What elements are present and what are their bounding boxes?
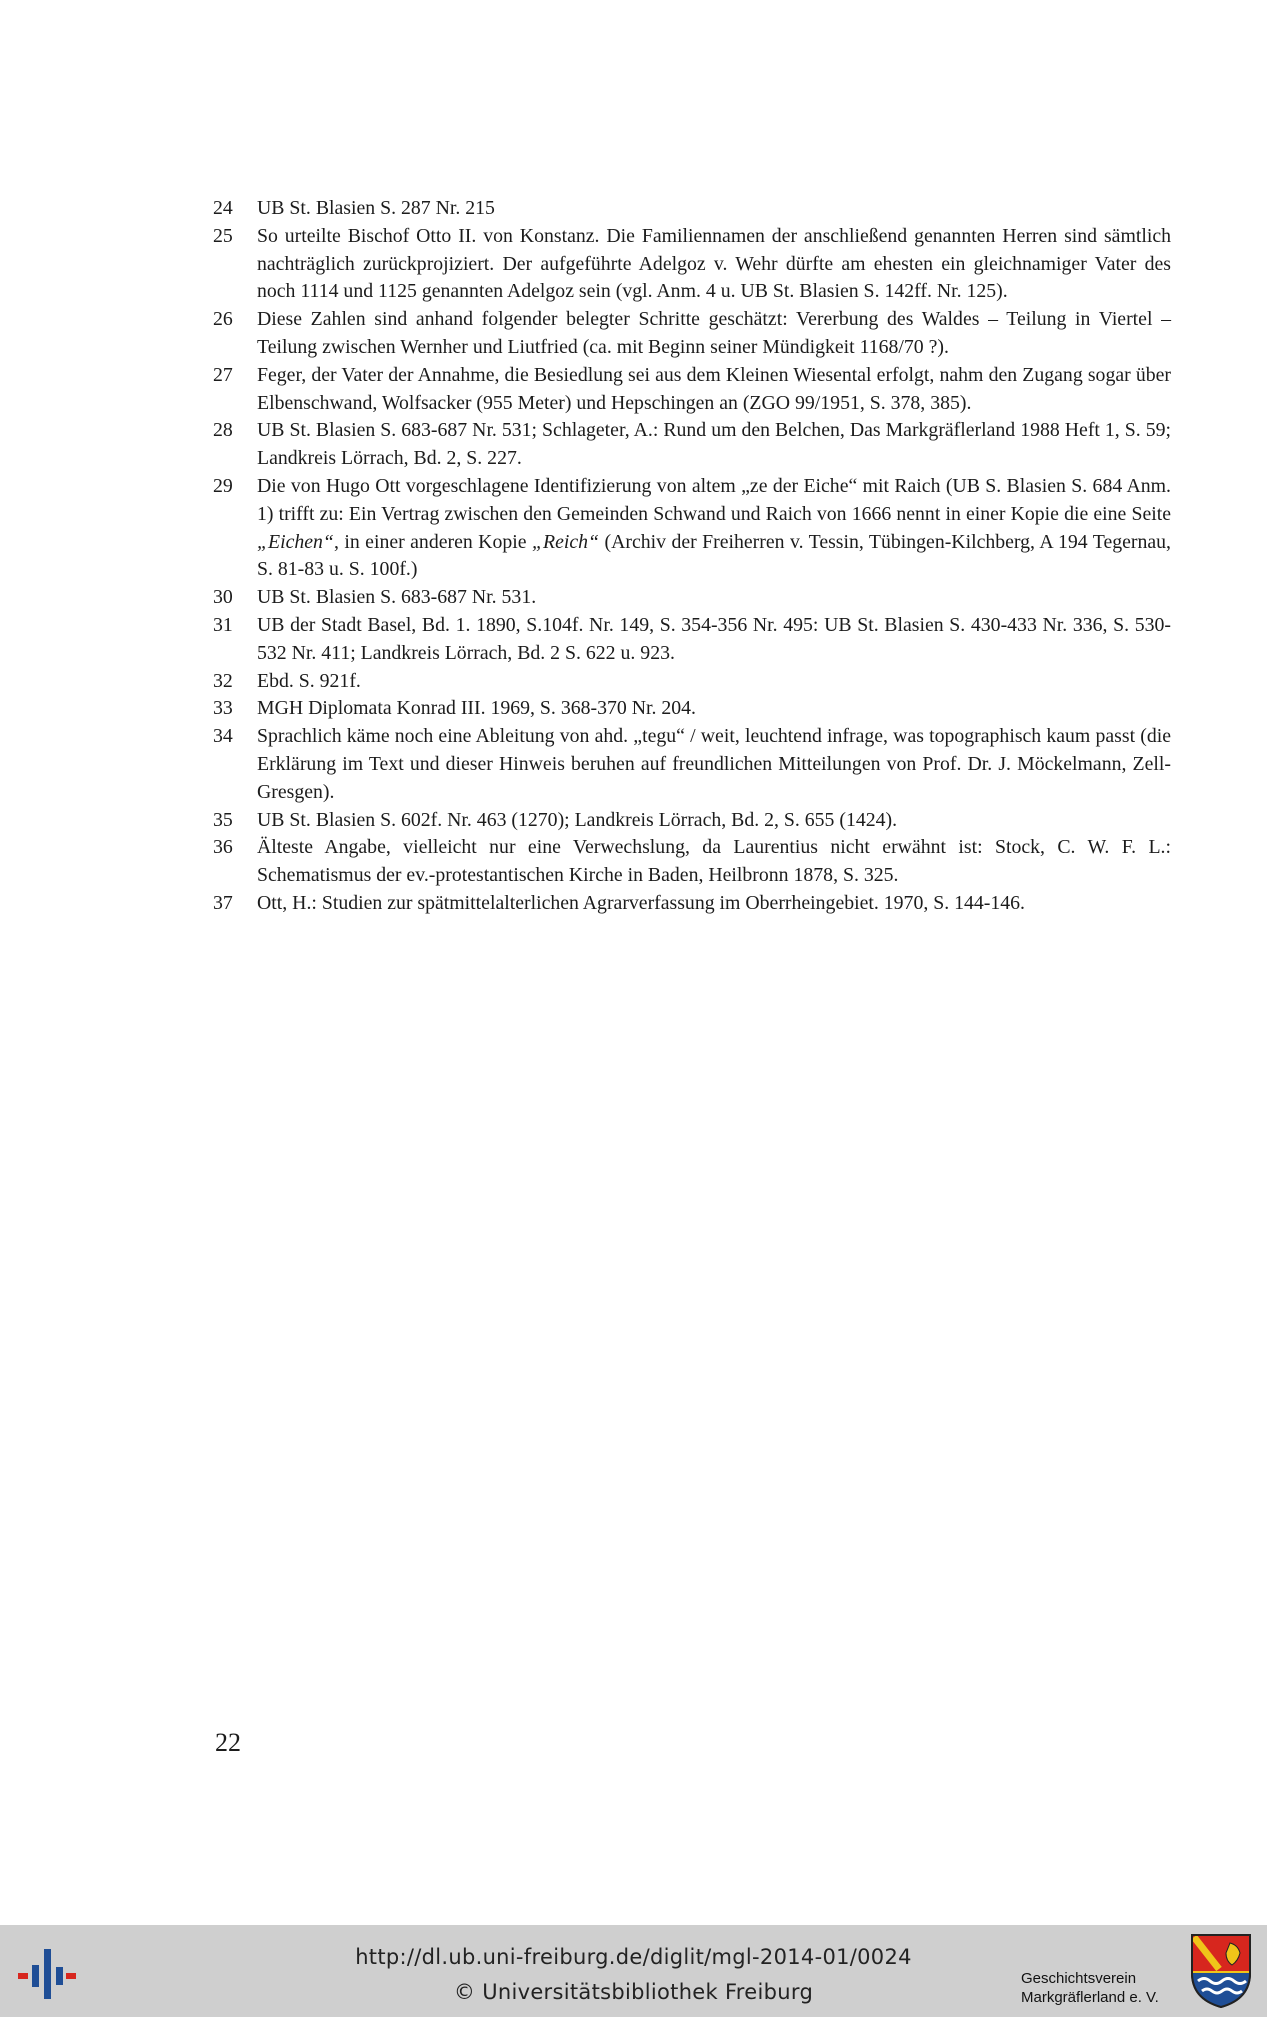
footnote-text-part: , in einer anderen Kopie xyxy=(333,530,532,553)
footnote-36 xyxy=(213,834,1171,890)
footer-copyright: © Universitätsbibliothek Freiburg xyxy=(453,1980,814,2004)
footnote-number: 29 xyxy=(213,474,233,497)
footnote-29 xyxy=(213,473,1171,584)
footnote-text: MGH Diplomata Konrad III. 1969, S. 368-370 Nr. 204. xyxy=(257,697,696,720)
footnote-number: 27 xyxy=(213,363,233,386)
footnote-number: 30 xyxy=(213,586,233,609)
footnote-text: UB der Stadt Basel, Bd. 1. 1890, S.104f. Nr. 149, S. 354-356 Nr. 495: UB St. Blasien S. 430-433 Nr. 336, S. 530-532 Nr. 411; Landkreis Lörrach, Bd. 2 S. 622 u. 923. xyxy=(257,613,1171,664)
footnote-text: UB St. Blasien S. 683-687 Nr. 531. xyxy=(257,586,537,609)
footnote-text-part: Die von Hugo Ott vorgeschlagene Identifizierung von altem „ze der Eiche“ mit Raich (UB S. Blasien S. 684 Anm. 1) trifft zu: Ein Vertrag zwischen den Gemeinden Schwand und Raich von 1666 nennt in einer Kopie die eine Seite xyxy=(257,474,1171,525)
footnote-number: 24 xyxy=(213,197,233,219)
footnote-italic-reich: „Reich“ xyxy=(531,530,600,553)
footnote-27 xyxy=(213,362,1171,418)
footnote-text: UB St. Blasien S. 287 Nr. 215 xyxy=(257,197,495,219)
footer-url-link[interactable]: http://dl.ub.uni-freiburg.de/diglit/mgl-2014-01/0024 xyxy=(355,1945,912,1969)
footnote-number: 33 xyxy=(213,697,233,720)
footnote-33 xyxy=(213,695,1171,723)
society-line-1: Geschichtsverein xyxy=(1021,1970,1137,1987)
footnote-34 xyxy=(213,723,1171,806)
footnote-number: 28 xyxy=(213,419,233,442)
footnote-text: Älteste Angabe, vielleicht nur eine Verwechslung, da Laurentius nicht erwähnt ist: Stock, C. W. F. L.: Schematismus der ev.-protestantischen Kirche in Baden, Heilbronn 1878, S. 325. xyxy=(257,836,1171,887)
footnote-text: Diese Zahlen sind anhand folgender belegter Schritte geschätzt: Vererbung des Waldes – Teilung in Viertel – Teilung zwischen Wernher und Liutfried (ca. mit Beginn seiner Mündigkeit 1168/70 ?). xyxy=(257,308,1171,358)
footnote-number: 25 xyxy=(213,224,233,247)
footnote-number: 35 xyxy=(213,808,233,831)
footnotes xyxy=(213,195,1171,918)
footnote-37 xyxy=(213,890,1171,918)
footnote-number: 37 xyxy=(213,891,233,914)
coat-of-arms-icon xyxy=(1190,1933,1252,2009)
footnote-24 xyxy=(213,195,1171,223)
footnote-text: Sprachlich käme noch eine Ableitung von ahd. „tegu“ / weit, leuchtend infrage, was topographisch kaum passt (die Erklärung im Text und dieser Hinweis beruhen auf freundlichen Mitteilungen von Prof. Dr. J. Möckelmann, Zell-Gresgen). xyxy=(257,725,1171,803)
footnote-number: 31 xyxy=(213,613,233,636)
footer-band xyxy=(0,1925,1267,2017)
footnote-italic-eichen: „Eichen“ xyxy=(257,530,334,553)
footnote-26 xyxy=(213,306,1171,362)
society-line-2: Markgräflerland e. V. xyxy=(1021,1989,1159,2006)
footnote-number: 26 xyxy=(213,308,233,331)
footnote-number: 32 xyxy=(213,669,233,692)
footnote-text: UB St. Blasien S. 683-687 Nr. 531; Schlageter, A.: Rund um den Belchen, Das Markgräflerland 1988 Heft 1, S. 59; Landkreis Lörrach, Bd. 2, S. 227. xyxy=(257,419,1171,470)
footnote-text xyxy=(257,473,1171,584)
footnote-25 xyxy=(213,223,1171,306)
footnote-text: Feger, der Vater der Annahme, die Besiedlung sei aus dem Kleinen Wiesental erfolgt, nahm den Zugang sogar über Elbenschwand, Wolfsacker (955 Meter) und Hepschingen an (ZGO 99/1951, S. 378, 385). xyxy=(257,363,1171,414)
footnote-number: 36 xyxy=(213,836,233,859)
footnote-32 xyxy=(213,668,1171,696)
footnote-text: Ott, H.: Studien zur spätmittelalterlichen Agrarverfassung im Oberrheingebiet. 1970, S. 144-146. xyxy=(257,891,1026,914)
footnote-number: 34 xyxy=(213,725,233,748)
footnote-text: So urteilte Bischof Otto II. von Konstanz. Die Familiennamen der anschließend genannten Herren sind sämtlich nachträglich zurückprojiziert. Der aufgeführte Adelgoz v. Wehr dürfte am ehesten ein gleichnamiger Vater des noch 1114 und 1125 genannten Adelgoz sein (vgl. Anm. 4 u. UB St. Blasien S. 142ff. Nr. 125). xyxy=(257,224,1171,303)
page-number: 22 xyxy=(215,1728,241,1757)
footnote-text: Ebd. S. 921f. xyxy=(257,669,361,692)
footnote-28 xyxy=(213,417,1171,473)
footnote-30 xyxy=(213,584,1171,612)
footnote-text: UB St. Blasien S. 602f. Nr. 463 (1270); Landkreis Lörrach, Bd. 2, S. 655 (1424). xyxy=(257,808,898,831)
footnote-31 xyxy=(213,612,1171,668)
footnote-text-part: (Archiv der Freiherren v. Tessin, Tübingen-Kilchberg, A 194 Tegernau, S. 81-83 u. S. 100f.) xyxy=(257,530,1171,581)
society-name xyxy=(1021,1969,1159,2007)
footnote-35 xyxy=(213,807,1171,835)
